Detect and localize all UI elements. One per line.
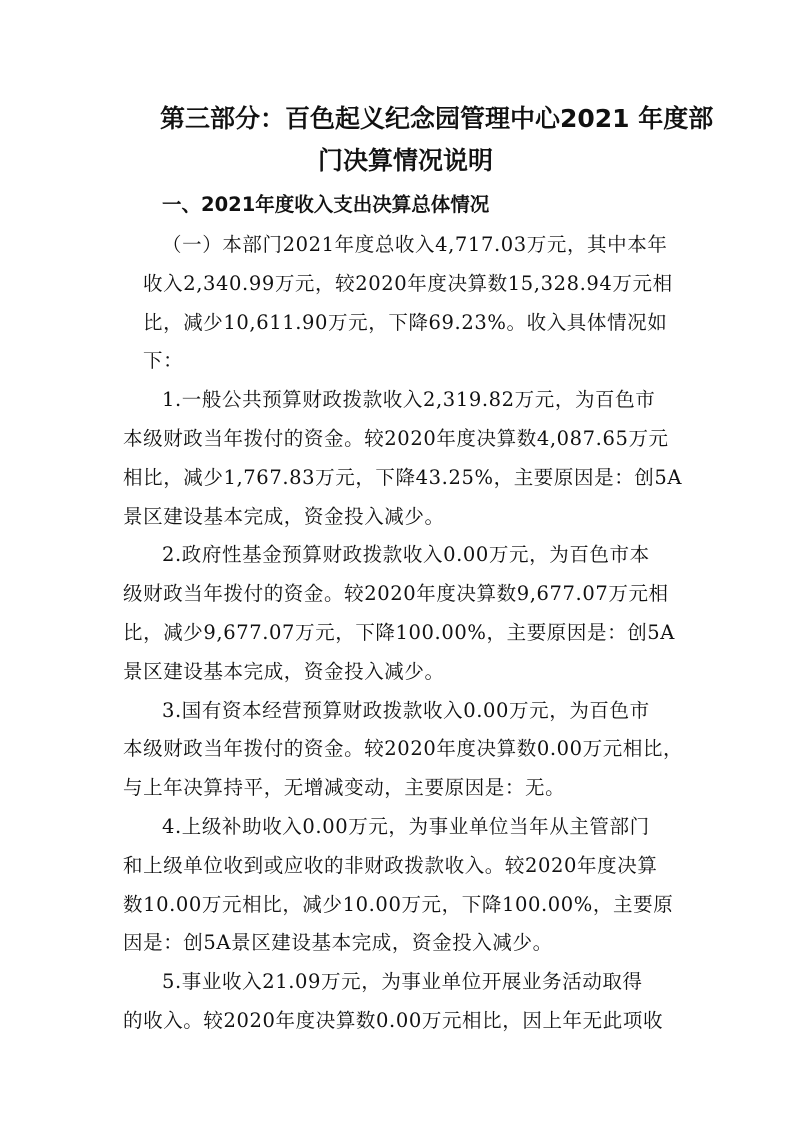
body-line: （一）本部门2021年度总收入4,717.03万元，其中本年 — [162, 233, 668, 256]
body-line: 5.事业收入21.09万元，为事业单位开展业务活动取得 — [162, 970, 643, 993]
body-line: 收入2,340.99万元，较2020年度决算数15,328.94万元相 — [143, 272, 673, 295]
document-title-line-1: 第三部分：百色起义纪念园管理中心2021 年度部 — [160, 104, 714, 133]
body-line: 数10.00万元相比，减少10.00万元，下降100.00%，主要原 — [123, 893, 674, 916]
body-line: 景区建设基本完成，资金投入减少。 — [123, 660, 445, 683]
body-line: 比，减少10,611.90万元，下降69.23%。收入具体情况如 — [143, 311, 668, 334]
body-line: 2.政府性基金预算财政拨款收入0.00万元，为百色市本 — [162, 543, 650, 566]
body-line: 下： — [143, 349, 184, 372]
body-line: 因是：创5A景区建设基本完成，资金投入减少。 — [123, 931, 553, 954]
body-line: 本级财政当年拨付的资金。较2020年度决算数4,087.65万元 — [123, 427, 669, 450]
document-title-line-2: 门决算情况说明 — [318, 146, 494, 175]
body-line: 1.一般公共预算财政拨款收入2,319.82万元，为百色市 — [162, 388, 656, 411]
body-line: 比，减少9,677.07万元，下降100.00%，主要原因是：创5A — [123, 621, 675, 644]
body-line: 相比，减少1,767.83万元，下降43.25%，主要原因是：创5A — [123, 466, 683, 489]
section-heading: 一、2021年度收入支出决算总体情况 — [162, 193, 490, 216]
body-line: 级财政当年拨付的资金。较2020年度决算数9,677.07万元相 — [123, 582, 669, 605]
body-line: 4.上级补助收入0.00万元，为事业单位当年从主管部门 — [162, 815, 650, 838]
body-line: 和上级单位收到或应收的非财政拨款收入。较2020年度决算 — [123, 854, 658, 877]
body-line: 景区建设基本完成，资金投入减少。 — [123, 505, 445, 528]
body-line: 3.国有资本经营预算财政拨款收入0.00万元，为百色市 — [162, 699, 650, 722]
body-line: 的收入。较2020年度决算数0.00万元相比，因上年无此项收 — [123, 1009, 664, 1032]
body-line: 与上年决算持平，无增减变动，主要原因是：无。 — [123, 776, 566, 799]
body-line: 本级财政当年拨付的资金。较2020年度决算数0.00万元相比， — [123, 737, 684, 760]
